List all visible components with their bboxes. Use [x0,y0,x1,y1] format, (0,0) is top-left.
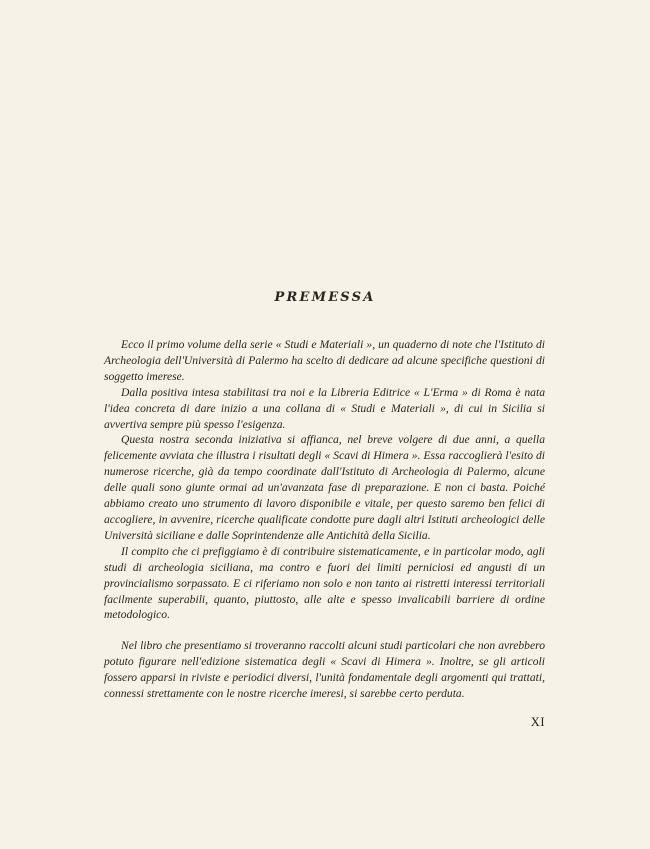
text-block-main [104,337,545,623]
paragraph-5: Nel libro che presentiamo si troveranno raccolti alcuni studi particolari che non avrebbero potuto figurare nell'edizione sistematica degli « Scavi di Himera ». Inoltre, se gli articoli fossero apparsi in riviste e periodici diversi, l'unità fondamentale degli argomenti qui trattati, connessi strettamente con le nostre ricerche imeresi, si sarebbe certo perduta. [104,639,545,700]
paragraph-4: Il compito che ci prefiggiamo è di contribuire sistematicamente, e in particolar modo, agli studi di archeologia siciliana, ma contro e fuori dei limiti perniciosi ed angusti di un provincialismo sorpassato. E ci riferiamo non solo e non tanto ai ristretti interessi territoriali facilmente superabili, quanto, piuttosto, alle alte e spesso invalicabili barriere di ordine metodologico. [104,544,545,622]
paragraph-2: Dalla positiva intesa stabilitasi tra noi e la Libreria Editrice « L'Erma » di Roma è nata l'idea concreta di dare inizio a una collana di « Studi e Materiali », di cui in Sicilia si avvertiva sempre più spesso l'esigenza. [104,385,545,431]
text-block-closing [104,638,545,702]
page-title: PREMESSA [274,290,376,305]
paragraph-1: Ecco il primo volume della serie « Studi e Materiali », un quaderno di note che l'Istituto di Archeologia dell'Università di Palermo ha scelto di dedicare ad alcune specifiche questioni di soggetto imerese. [104,338,545,383]
page-number: XI [530,715,545,729]
paragraph-3: Questa nostra seconda iniziativa si affianca, nel breve volgere di due anni, a quella felicemente avviata che illustra i risultati degli « Scavi di Himera ». Essa raccoglierà l'esito di numerose ricerche, già da tempo coordinate dall'Istituto di Archeologia di Palermo, alcune delle quali sono giunte ormai ad un'avanzata fase di preparazione. E non ci basta. Poiché abbiamo creato uno strumento di lavoro disponibile e vitale, per questo saremo ben felici di accogliere, in avvenire, ricerche qualificate condotte pure dagli altri Istituti archeologici delle Università siciliane e dalle Soprintendenze alle Antichità della Sicilia. [104,433,545,542]
